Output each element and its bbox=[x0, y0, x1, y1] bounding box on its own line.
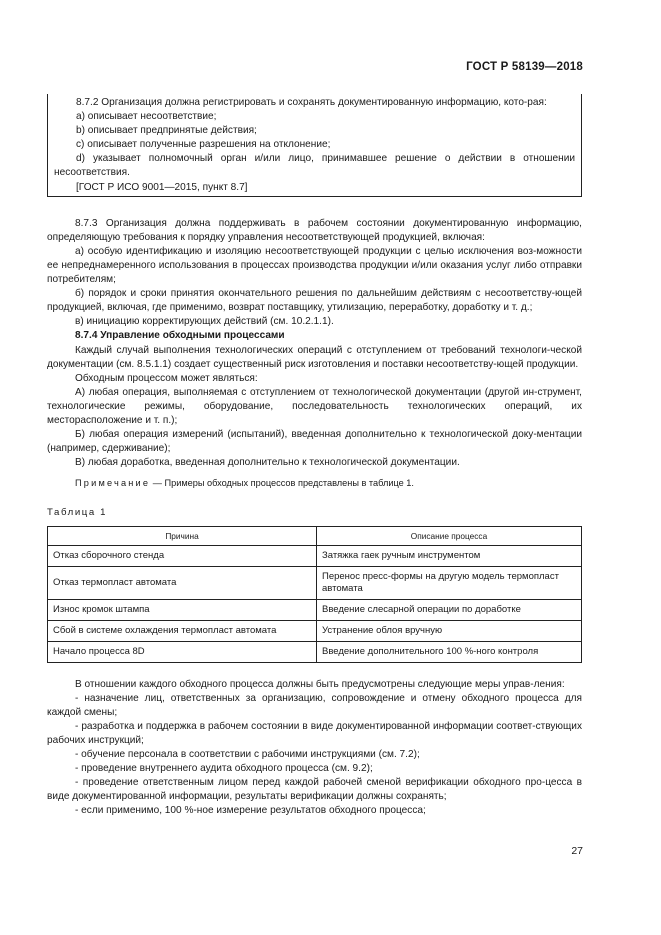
list-item: b) описывает предпринятые действия; bbox=[76, 125, 257, 137]
clause-872-intro: 8.7.2 Организация должна регистрировать и сохранять документированную информацию, кото-рая: bbox=[76, 97, 547, 108]
list-item: Б) любая операция измерений (испытаний), введенная дополнительно к технологической доку-ментации (например, сдерживание); bbox=[47, 429, 582, 455]
control-measures bbox=[47, 678, 582, 819]
list-item: - если применимо, 100 %-ное измерение результатов обходного процесса; bbox=[75, 805, 426, 817]
list-item: c) описывает полученные разрешения на отклонение; bbox=[76, 139, 331, 151]
list-item: В) любая доработка, введенная дополнительно к технологической документации. bbox=[75, 457, 460, 469]
clause-873-intro: 8.7.3 Организация должна поддерживать в рабочем состоянии документированную информацию, определяющую требования к порядку управления несоответствующей продукцией, включая: bbox=[47, 217, 582, 243]
table-cell: Устранение облоя вручную bbox=[317, 620, 582, 641]
table-cell: Отказ термопласт автомата bbox=[48, 566, 317, 599]
page-number: 27 bbox=[571, 845, 583, 857]
table-cell: Отказ сборочного стенда bbox=[48, 545, 317, 566]
list-item: - проведение ответственным лицом перед каждой рабочей сменой верификации обходного про-цесса в виде документированной информации, результаты верификации должны сохранять; bbox=[47, 777, 582, 803]
list-item: б) порядок и сроки принятия окончательного решения по дальнейшим действиям с несоответству-ющей продукцией, включая, где применимо, возврат поставщику, утилизацию, переработку, доработку и т. д.; bbox=[47, 288, 582, 314]
table-cell: Введение дополнительного 100 %-ного контроля bbox=[317, 641, 582, 662]
table-row bbox=[48, 566, 582, 599]
paragraph: В отношении каждого обходного процесса должны быть предусмотрены следующие меры управ-ления: bbox=[75, 678, 565, 690]
page-content bbox=[47, 94, 582, 818]
note-label: Примечание bbox=[75, 478, 151, 489]
table-cell: Затяжка гаек ручным инструментом bbox=[317, 545, 582, 566]
paragraph: Каждый случай выполнения технологических операций с отступлением от требований технологи-ческой документации (см. 8.5.1.1) создает существенный риск изготовления и поставки несоответству-ющей продукции. bbox=[47, 344, 582, 370]
list-item: А) любая операция, выполняемая с отступлением от технологической документации (другой ин-струмент, технологические режимы, оборудование, последовательность технологических операций, их месторасположение и т. п.); bbox=[47, 386, 582, 426]
document-code: ГОСТ Р 58139—2018 bbox=[466, 61, 583, 73]
list-item: - назначение лиц, ответственных за организацию, сопровождение и отмену обходного процесса для каждой смены; bbox=[47, 692, 582, 718]
list-item: d) указывает полномочный орган и/или лицо, принимавшее решение о действии в отношении несоответствия. bbox=[54, 153, 575, 179]
table-row bbox=[48, 545, 582, 566]
column-header: Причина bbox=[48, 526, 317, 545]
table-row bbox=[48, 641, 582, 662]
table-row bbox=[48, 599, 582, 620]
table-cell: Перенос пресс-формы на другую модель термопласт автомата bbox=[317, 566, 582, 599]
table-caption: Таблица 1 bbox=[47, 507, 108, 519]
list-item: a) описывает несоответствие; bbox=[76, 111, 217, 123]
note bbox=[47, 476, 582, 490]
table-cell: Начало процесса 8D bbox=[48, 641, 317, 662]
list-item: - обучение персонала в соответствии с рабочими инструкциями (см. 7.2); bbox=[75, 749, 420, 760]
note-text: — Примеры обходных процессов представлены в таблице 1. bbox=[150, 478, 414, 489]
section-heading: 8.7.4 Управление обходными процессами bbox=[75, 330, 285, 342]
quoted-requirement-box bbox=[47, 94, 582, 197]
list-item: - разработка и поддержка в рабочем состоянии в виде документированной информации соответ-ствующих рабочих инструкций; bbox=[47, 720, 582, 746]
table-cell: Сбой в системе охлаждения термопласт автомата bbox=[48, 620, 317, 641]
table-cell: Введение слесарной операции по доработке bbox=[317, 599, 582, 620]
bypass-process-table bbox=[47, 526, 582, 663]
list-item: в) инициацию корректирующих действий (см. 10.2.1.1). bbox=[75, 316, 334, 328]
paragraph: Обходным процессом может являться: bbox=[75, 372, 258, 384]
list-item: - проведение внутреннего аудита обходного процесса (см. 9.2); bbox=[75, 763, 373, 775]
column-header: Описание процесса bbox=[317, 526, 582, 545]
table-row bbox=[48, 620, 582, 641]
table-cell: Износ кромок штампа bbox=[48, 599, 317, 620]
list-item: а) особую идентификацию и изоляцию несоответствующей продукции с целью исключения воз-можности ее непреднамеренного использования в процессах производства продукции и/или оказания услуг либо отправки потребителям; bbox=[47, 245, 582, 286]
table-header-row bbox=[48, 526, 582, 545]
standard-reference: [ГОСТ Р ИСО 9001—2015, пункт 8.7] bbox=[76, 181, 248, 193]
